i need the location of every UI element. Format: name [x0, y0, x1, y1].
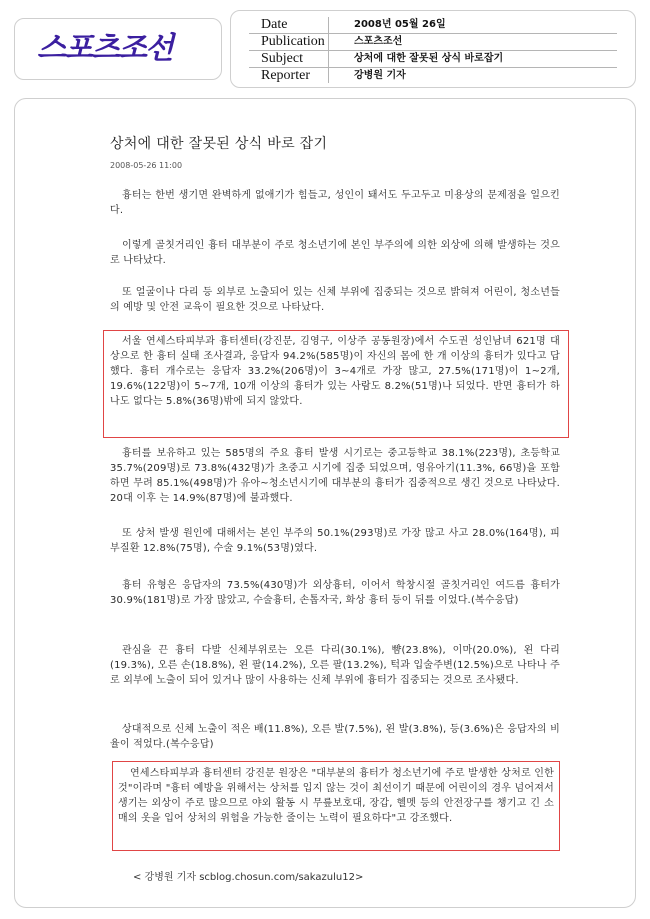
byline: < 강병원 기자 scblog.chosun.com/sakazulu12>	[133, 872, 364, 883]
meta-row-reporter	[249, 68, 617, 84]
paragraph: 관심을 끈 흉터 다발 신체부위로는 오른 다리(30.1%), 뺨(23.8%), 이마(20.0%), 왼 다리(19.3%), 오른 손(18.8%), 왼 팔(14.2%), 오른 팔(13.2%), 턱과 입술주변(12.5%)으로 나타나 주로 외부에 노출이 되어 있거나 많이 사용하는 신체 부위에 흉터가 집중되는 것으로 조사됐다.	[110, 645, 560, 686]
logo-text: 스포츠조선	[37, 31, 172, 66]
paragraph: 흉터를 보유하고 있는 585명의 주요 흉터 발생 시기로는 중고등학교 38.1%(223명), 초등학교 35.7%(209명)로 73.8%(432명)가 초중고 시기에 집중 되었으며, 영유아기(11.3%, 66명)을 포함하면 무려 85.1%(498명)가 유아~청소년시기에 대부분의 흉터가 집중적으로 생긴 것으로 나타났다. 20대 이후 는 14.9%(87명)에 불과했다.	[110, 448, 560, 504]
sports-chosun-logo	[37, 29, 207, 69]
meta-row-date	[249, 17, 617, 34]
paragraph: 또 얼굴이나 다리 등 외부로 노출되어 있는 신체 부위에 집중되는 것으로 밝혀져 어린이, 청소년들의 예방 및 안전 교육이 필요한 것으로 나타났다.	[110, 287, 560, 313]
article-date: 2008-05-26 11:00	[110, 161, 183, 170]
article-meta-table	[230, 10, 636, 88]
meta-label: Reporter	[261, 68, 310, 83]
meta-value: 강병원 기자	[354, 70, 406, 81]
paragraph-highlighted: 연세스타피부과 흉터센터 강진문 원장은 "대부분의 흉터가 청소년기에 주로 발생한 상처로 인한 것"이라며 "흉터 예방을 위해서는 상처를 입지 않는 것이 최선이기 때문에 어린이의 경우 넘어져서 생기는 외상이 주로 많으므로 야외 활동 시 무릎보호대, 장갑, 헬멧 등의 안전장구를 챙기고 긴 소매의 옷을 입어 상처의 위험을 가능한 줄이는 노력이 필요하다"고 강조했다.	[118, 768, 554, 824]
paragraph: 또 상처 발생 원인에 대해서는 본인 부주의 50.1%(293명)로 가장 많고 사고 28.0%(164명), 피부질환 12.8%(75명), 수술 9.1%(53명)였다.	[110, 528, 560, 554]
paragraph: 이렇게 골칫거리인 흉터 대부분이 주로 청소년기에 본인 부주의에 의한 외상에 의해 발생하는 것으로 나타났다.	[110, 240, 560, 266]
meta-value: 2008년 05월 26일	[354, 19, 446, 30]
paragraph-highlighted: 서울 연세스타피부과 흉터센터(강진문, 김영구, 이상주 공동원장)에서 수도권 성인남녀 621명 대상으로 한 흉터 실태 조사결과, 응답자 94.2%(585명)이 자신의 몸에 한 개 이상의 흉터가 있다고 답했다. 흉터 개수로는 응답자 33.2%(206명)이 3~4개로 가장 많고, 27.5%(171명)이 1~2개, 19.6%(122명)이 5~7개, 10개 이상의 흉터가 있는 사람도 8.2%(51명)나 되었다. 반면 흉터가 하나도 없다는 5.8%(36명)밖에 되지 않았다.	[110, 336, 560, 407]
paragraph: 흉터 유형은 응답자의 73.5%(430명)가 외상흉터, 이어서 학창시절 골칫거리인 여드름 흉터가 30.9%(181명)로 가장 많았고, 수술흉터, 손톱자국, 화상 흉터 등이 뒤를 이었다.(복수응답)	[110, 580, 560, 606]
meta-value: 상처에 대한 잘못된 상식 바로잡기	[354, 53, 504, 64]
meta-row-publication	[249, 34, 617, 51]
meta-label: Subject	[261, 51, 303, 66]
paragraph: 상대적으로 신체 노출이 적은 배(11.8%), 오른 발(7.5%), 왼 발(3.8%), 등(3.6%)은 응답자의 비율이 적었다.(복수응답)	[110, 724, 560, 750]
meta-value: 스포츠조선	[354, 36, 403, 47]
meta-label: Date	[261, 17, 288, 32]
meta-label: Publication	[261, 34, 325, 49]
article-title: 상처에 대한 잘못된 상식 바로 잡기	[110, 136, 328, 152]
meta-row-subject	[249, 51, 617, 68]
paragraph: 흉터는 한번 생기면 완벽하게 없애기가 힘들고, 성인이 돼서도 두고두고 미용상의 문제점을 일으킨다.	[110, 190, 560, 216]
logo-box	[14, 18, 222, 80]
